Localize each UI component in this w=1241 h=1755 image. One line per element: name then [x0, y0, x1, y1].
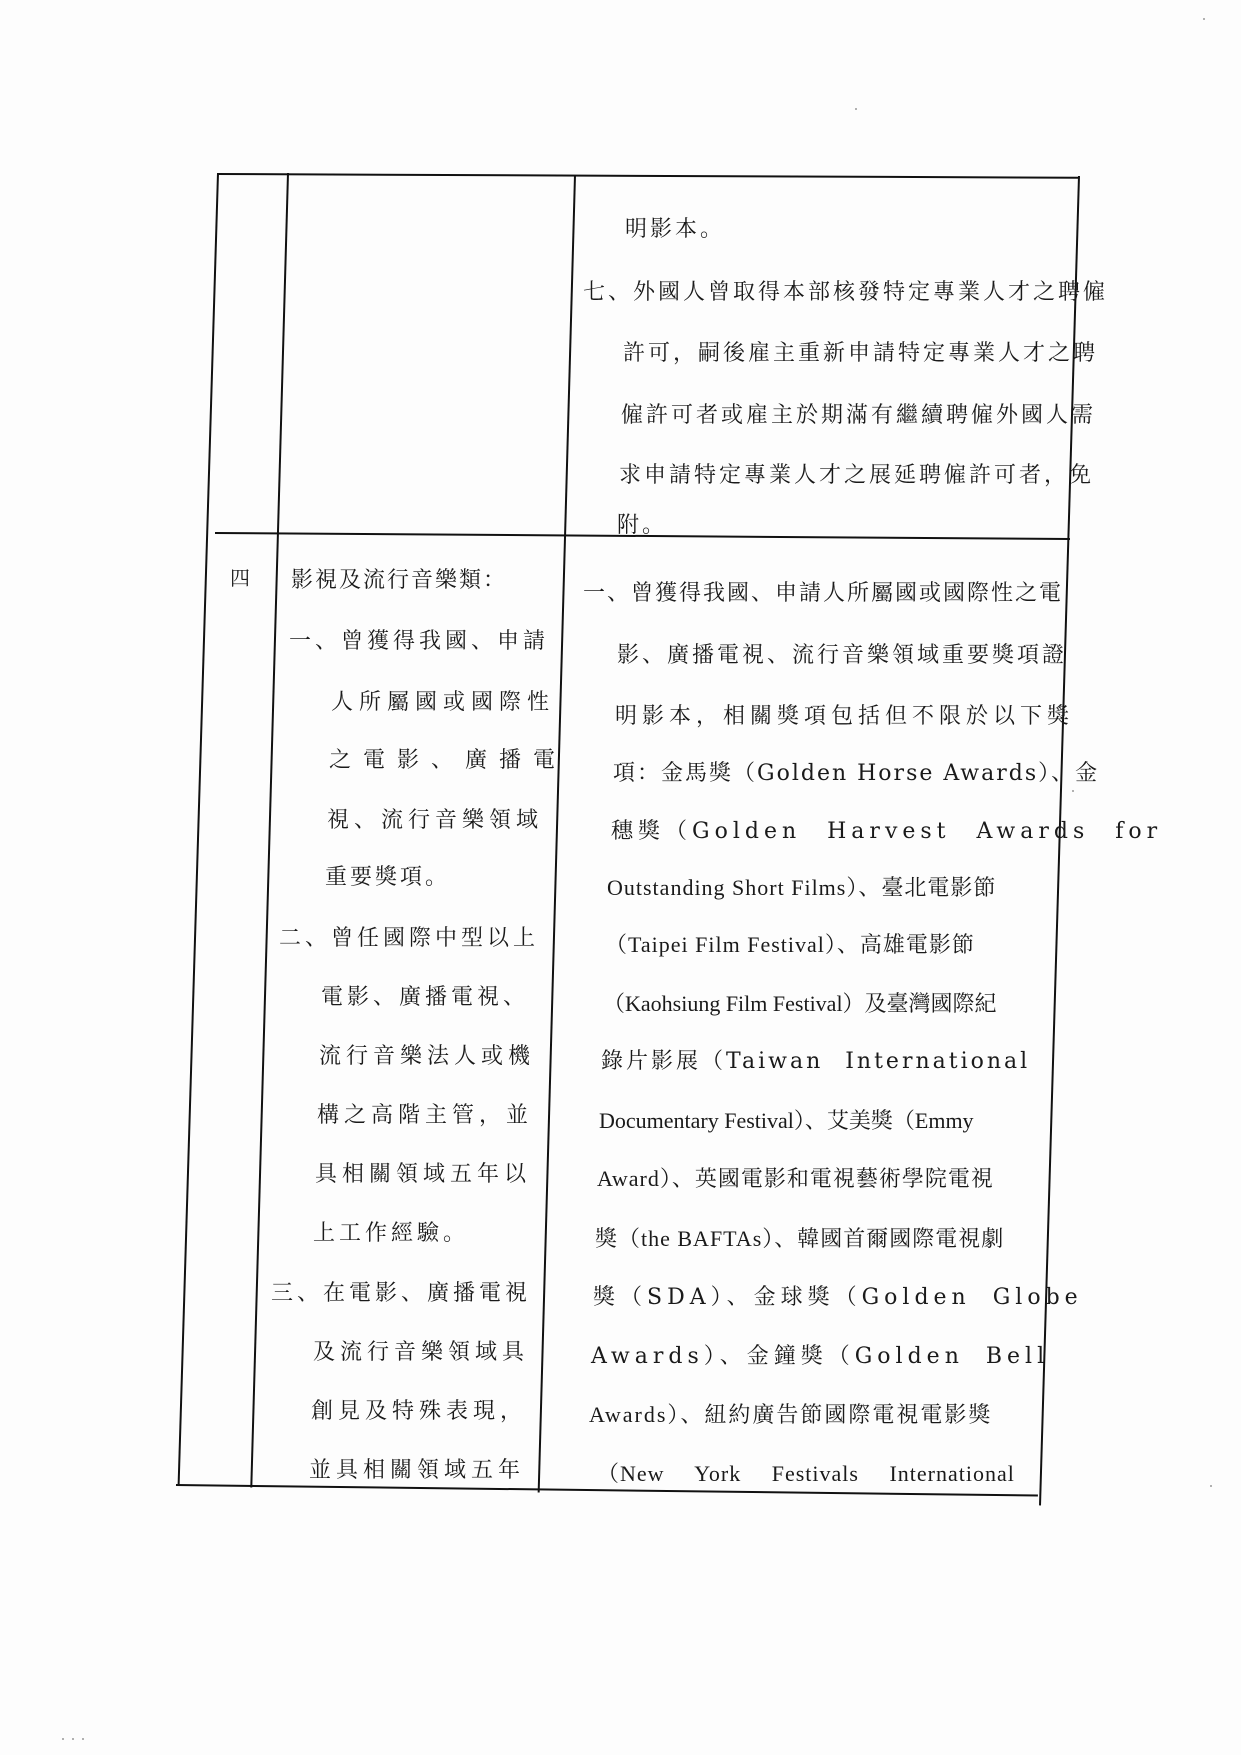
documents-line-1: 一、曾獲得我國、申請人所屬國或國際性之電 [583, 581, 1064, 606]
documents-line-12: 獎（the BAFTAs）、韓國首爾國際電視劇 [595, 1226, 1005, 1251]
documents-line-16: （New York Festivals International [597, 1461, 1015, 1486]
documents-line-7: （Taipei Film Festival）、高雄電影節 [605, 932, 975, 957]
criteria-line-16: 並具相關領域五年 [309, 1458, 526, 1483]
criteria-line-1: 影視及流行音樂類： [291, 568, 508, 593]
documents-line-8: （Kaohsiung Film Festival）及臺灣國際紀 [603, 991, 997, 1016]
criteria-line-12: 上工作經驗。 [313, 1221, 470, 1246]
criteria-line-2: 一、曾獲得我國、申請 [289, 629, 550, 654]
top-docs-line-4: 僱許可者或雇主於期滿有繼續聘僱外國人需 [621, 403, 1097, 428]
criteria-line-6: 重要獎項。 [325, 865, 451, 890]
criteria-line-8: 電影、廣播電視、 [321, 985, 530, 1010]
scan-speck [1210, 1485, 1212, 1487]
documents-line-5: 穗獎（Golden Harvest Awards for [611, 819, 1163, 844]
criteria-line-10: 構之高階主管，並 [317, 1103, 534, 1128]
documents-line-2: 影、廣播電視、流行音樂領域重要獎項證 [617, 643, 1068, 668]
table-left-border [178, 173, 219, 1484]
scan-speck [1072, 790, 1074, 792]
top-docs-line-3: 許可，嗣後雇主重新申請特定專業人才之聘 [623, 341, 1099, 366]
documents-line-13: 獎（SDA）、金球獎（Golden Globe [593, 1285, 1083, 1310]
row-number: 四 [230, 566, 253, 590]
criteria-line-7: 二、曾任國際中型以上 [279, 926, 540, 951]
documents-line-6: Outstanding Short Films）、臺北電影節 [607, 875, 997, 900]
criteria-line-14: 及流行音樂領域具 [313, 1340, 530, 1365]
scan-speck [82, 1738, 84, 1740]
documents-line-14: Awards）、金鐘獎（Golden Bell [591, 1344, 1050, 1369]
documents-line-3: 明影本，相關獎項包括但不限於以下獎 [615, 704, 1075, 729]
documents-line-15: Awards）、紐約廣告節國際電視電影獎 [589, 1402, 993, 1427]
top-docs-line-2: 七、外國人曾取得本部核發特定專業人才之聘僱 [583, 280, 1109, 305]
documents-line-10: Documentary Festival）、艾美獎（Emmy [599, 1108, 974, 1133]
criteria-line-5: 視、流行音樂領域 [327, 808, 544, 833]
column-divider-2 [538, 175, 576, 1493]
top-docs-line-6: 附。 [617, 513, 668, 538]
documents-line-9: 錄片影展（Taiwan International [601, 1049, 1031, 1074]
criteria-line-13: 三、在電影、廣播電視 [271, 1281, 532, 1306]
criteria-line-11: 具相關領域五年以 [315, 1162, 532, 1187]
scan-speck [1203, 18, 1205, 20]
documents-line-11: Award）、英國電影和電視藝術學院電視 [597, 1166, 994, 1191]
criteria-line-15: 創見及特殊表現， [311, 1399, 528, 1424]
table-top-border [217, 173, 1079, 179]
scan-speck [72, 1738, 74, 1740]
scan-speck [855, 108, 857, 110]
top-docs-line-1: 明影本。 [625, 217, 726, 242]
criteria-line-4: 之電影、廣播電 [329, 748, 568, 773]
scan-speck [62, 1738, 64, 1740]
criteria-line-3: 人所屬國或國際性 [331, 690, 556, 715]
criteria-line-9: 流行音樂法人或機 [319, 1044, 536, 1069]
top-docs-line-5: 求申請特定專業人才之展延聘僱許可者，免 [619, 463, 1095, 488]
documents-line-4: 項：金馬獎（Golden Horse Awards）、金 [613, 761, 1100, 786]
